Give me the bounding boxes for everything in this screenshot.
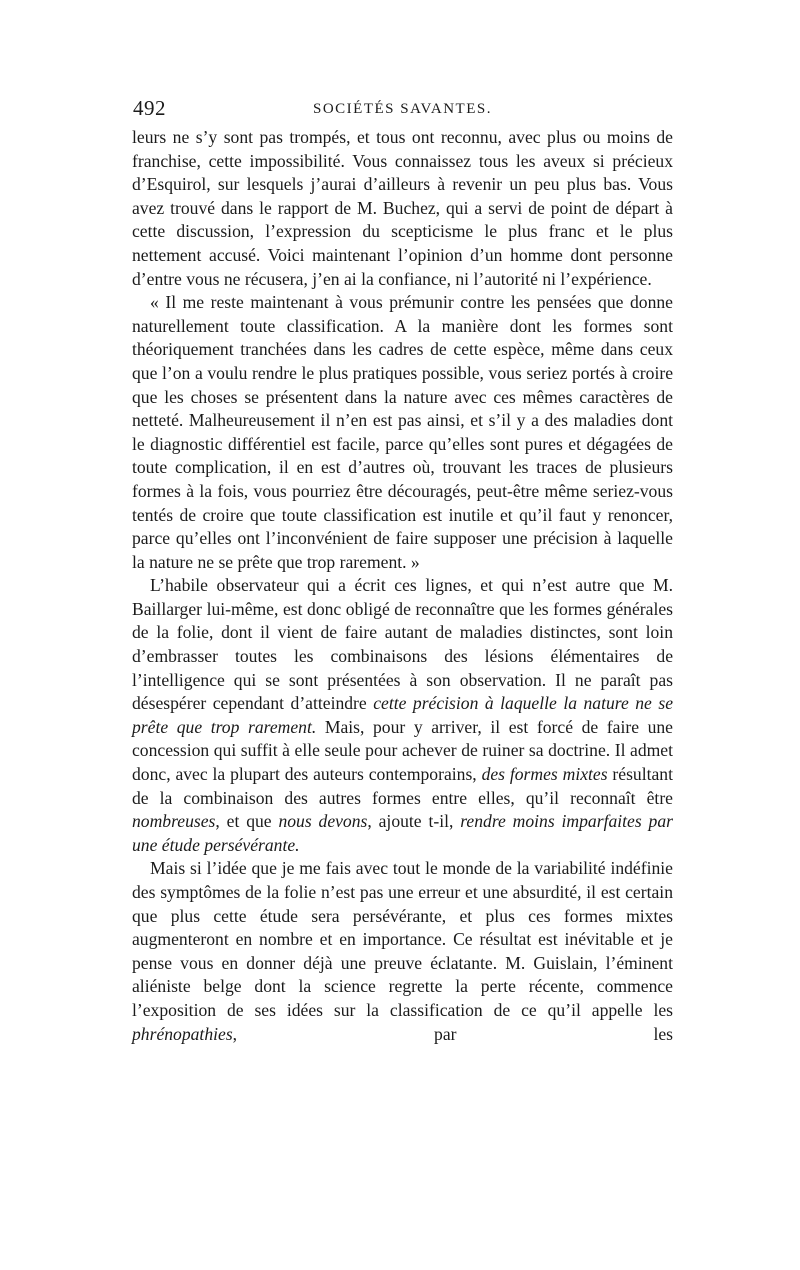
page-header xyxy=(132,96,673,126)
paragraph-variabilite xyxy=(132,857,673,1046)
text-segment: Mais si l’idée que je me fais avec tout le monde de la variabilité indéfinie des symptômes de la folie n’est pas une erreur et une absurdité, il est certain que plus cette étude sera persévérante, et plus ces formes mixtes augmenteront en nombre et en importance. Ce résultat est inévitable et je pense vous en donner déjà une preuve éclatante. M. Guislain, l’éminent aliéniste belge dont la science regrette la perte récente, commence l’exposition de ses idées sur la classification de ce qu’il appelle les xyxy=(132,858,673,1020)
page-number: 492 xyxy=(133,96,166,120)
text-segment: , par les xyxy=(232,1023,673,1044)
text-segment: , et que xyxy=(215,811,279,832)
paragraph-continuation xyxy=(132,126,673,291)
book-page xyxy=(132,96,673,1046)
italic-segment: rendre moins imparfaites par une étude persévérante. xyxy=(132,811,673,855)
text-segment: « Il me reste maintenant à vous prémunir contre les pensées que donne naturellement toute classification. A la manière dont les formes sont théoriquement tranchées dans les cadres de cette espèce, même dans ceux que l’on a voulu rendre le plus pratiques possible, vous seriez portés à croire que les choses se présentent dans la nature avec ces mêmes caractères de netteté. Malheureusement il n’en est pas ainsi, et s’il y a des maladies dont le diagnostic différentiel est facile, parce qu’elles sont pures et dégagées de toute complication, il en est d’autres où, trouvant les traces de plusieurs formes à la fois, vous pourriez être découragés, peut-être même seriez-vous tentés de croire que toute classification est inutile et qu’il faut y renoncer, parce qu’elles ont l’inconvénient de faire supposer une précision à laquelle la nature ne se prête que trop rarement. » xyxy=(132,292,673,572)
italic-segment: phrénopathies xyxy=(132,1023,233,1044)
running-title: SOCIÉTÉS SAVANTES. xyxy=(313,101,492,117)
body-text xyxy=(132,126,673,1046)
paragraph-quotation xyxy=(132,291,673,574)
paragraph-baillarger xyxy=(132,574,673,857)
text-segment: Mais, pour y arriver, il est forcé de faire une concession qui suffit à elle seule pour achever de ruiner sa doctrine. Il admet donc, avec la plupart des auteurs contemporains, xyxy=(132,716,673,785)
text-segment: leurs ne s’y sont pas trompés, et tous ont reconnu, avec plus ou moins de franchise, cette impossibilité. Vous connaissez tous les aveux si précieux d’Esquirol, sur lesquels j’aurai d’ailleurs à revenir un peu plus bas. Vous avez trouvé dans le rapport de M. Buchez, qui a servi de point de départ à cette discussion, l’expression du scepticisme le plus franc et le plus nettement accusé. Voici maintenant l’opinion d’un homme dont personne d’entre vous ne récusera, j’en ai la confiance, ni l’autorité ni l’expérience. xyxy=(132,127,673,289)
italic-segment: des formes mixtes xyxy=(481,764,608,785)
text-segment: L’habile observateur qui a écrit ces lignes, et qui n’est autre que M. Baillarger lui-même, est donc obligé de reconnaître que les formes générales de la folie, dont il vient de faire autant de maladies distinctes, sont loin d’embrasser toutes les combinaisons des lésions élémentaires de l’intelligence qui se sont présentées à son observation. Il ne paraît pas désespérer cependant d’atteindre xyxy=(132,575,673,714)
italic-segment: nombreuses xyxy=(132,811,216,832)
text-segment: , ajoute t-il, xyxy=(367,811,461,832)
italic-segment: cette précision à laquelle la nature ne se prête que trop rarement. xyxy=(132,693,673,737)
italic-segment: nous devons xyxy=(278,811,368,832)
text-segment: résultant de la combinaison des autres formes entre elles, qu’il reconnaît être xyxy=(132,764,673,808)
